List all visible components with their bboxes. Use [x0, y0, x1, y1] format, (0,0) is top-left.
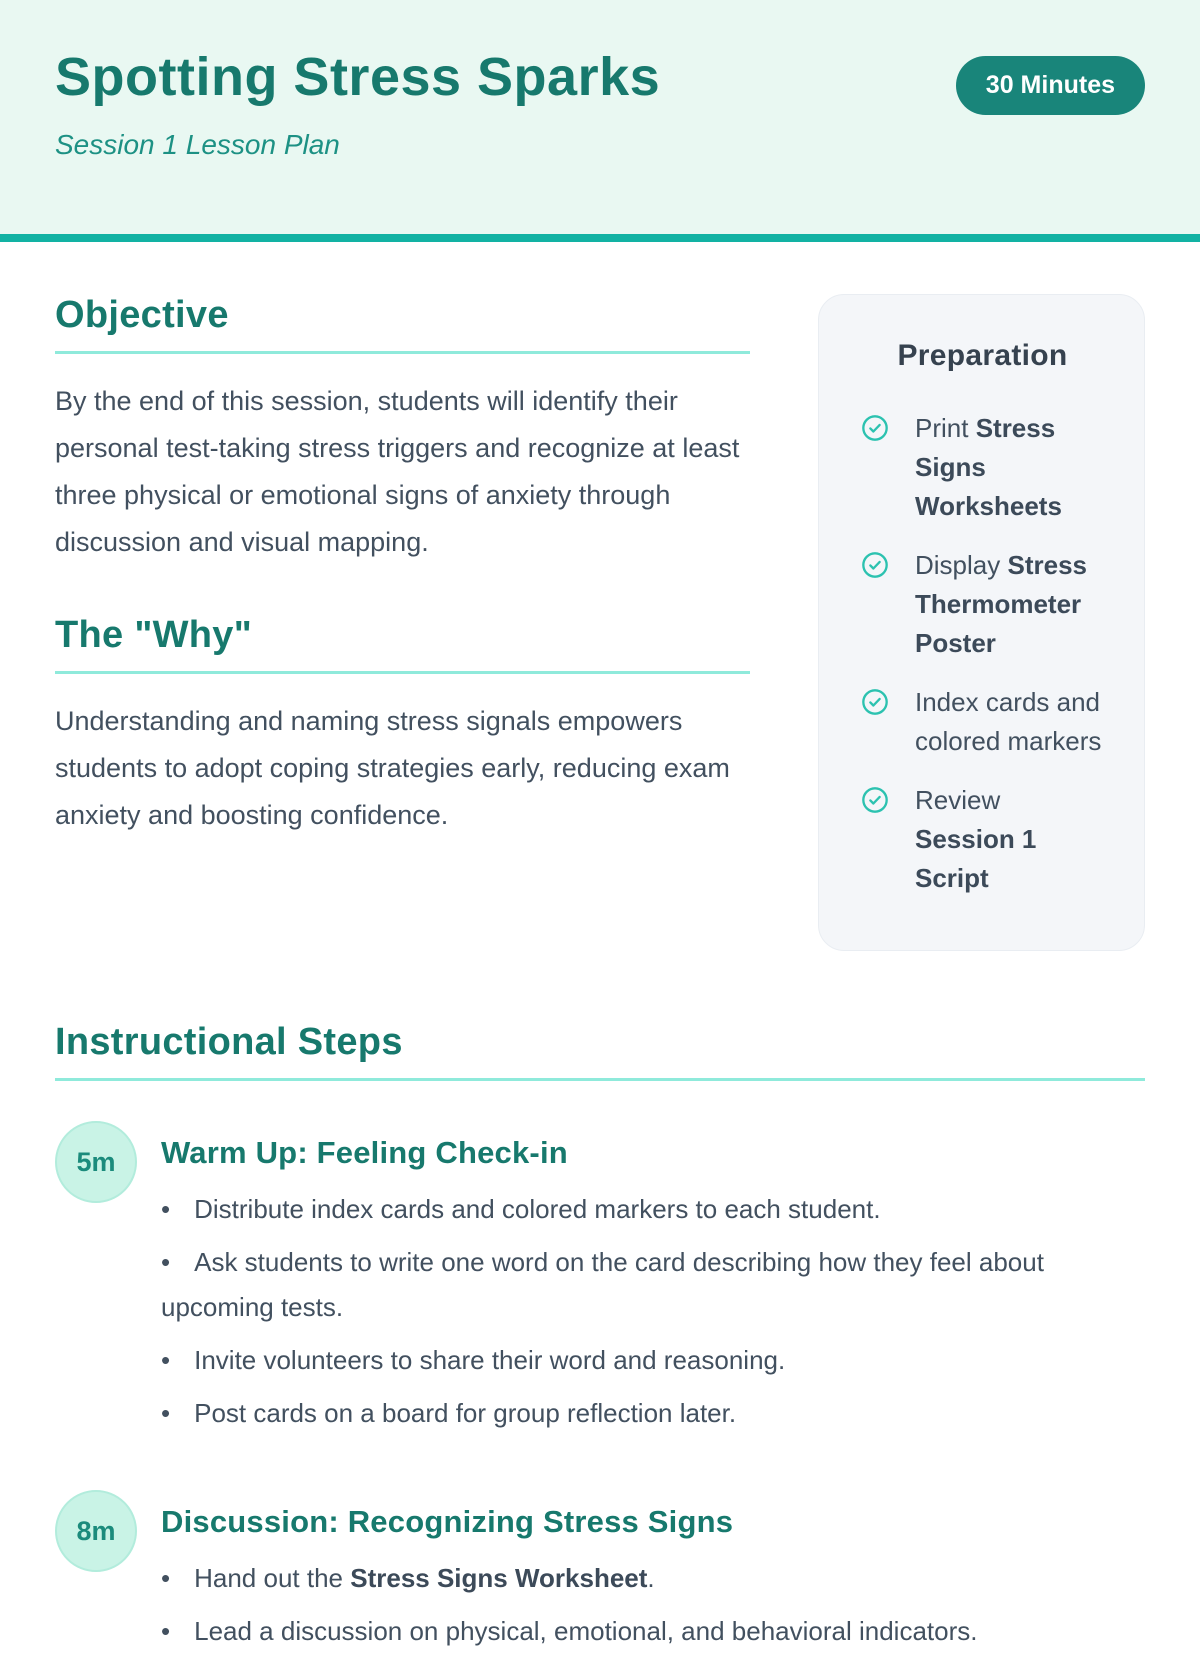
page-title: Spotting Stress Sparks: [55, 47, 661, 107]
steps-heading: Instructional Steps: [55, 1021, 1145, 1081]
step-bullet: • Distribute index cards and colored markers to each student.: [161, 1187, 1145, 1232]
check-circle-icon: [861, 688, 889, 716]
preparation-item: [861, 546, 1104, 663]
left-column: [55, 294, 750, 839]
preparation-item-text: Display Stress Thermometer Poster: [915, 550, 1087, 658]
step-title: Discussion: Recognizing Stress Signs: [161, 1504, 734, 1539]
check-circle-icon: [861, 551, 889, 579]
step-duration-badge: 5m: [55, 1121, 137, 1203]
step-bullet: • Post cards on a board for group reflection later.: [161, 1391, 1145, 1436]
preparation-item-text: Index cards and colored markers: [915, 687, 1102, 756]
check-circle-icon: [861, 786, 889, 814]
objective-body: By the end of this session, students will identify their personal test-taking stress triggers and recognize at least three physical or emotional signs of anxiety through discussion and visual mapping.: [55, 386, 740, 557]
step-item: [55, 1490, 1145, 1654]
step-bullet: • Invite volunteers to share their word and reasoning.: [161, 1338, 1145, 1383]
step-bullet: • Ask students to write one word on the card describing how they feel about upcoming tests.: [161, 1240, 1145, 1330]
preparation-card: [818, 294, 1145, 951]
preparation-item-text: Print Stress Signs Worksheets: [915, 413, 1062, 521]
preparation-heading: Preparation: [897, 339, 1068, 372]
step-bullet-list: [161, 1556, 1145, 1654]
why-heading: The "Why": [55, 614, 750, 674]
step-title: Warm Up: Feeling Check-in: [161, 1135, 568, 1170]
objective-heading: Objective: [55, 294, 750, 354]
header-divider: [0, 234, 1200, 242]
preparation-item: [861, 409, 1104, 526]
step-bullet-list: [161, 1187, 1145, 1436]
page-subtitle: Session 1 Lesson Plan: [55, 129, 340, 161]
step-bullet: • Lead a discussion on physical, emotional, and behavioral indicators.: [161, 1609, 1145, 1654]
content-row: [55, 294, 1145, 951]
steps-list: [55, 1121, 1145, 1654]
step-body: [161, 1490, 1145, 1654]
preparation-item: [861, 683, 1104, 761]
instructional-steps-section: [55, 1021, 1145, 1654]
preparation-list: [861, 409, 1104, 898]
preparation-item: [861, 781, 1104, 898]
why-section: [55, 614, 750, 839]
step-body: [161, 1121, 1145, 1436]
duration-badge: 30 Minutes: [956, 56, 1145, 115]
main-content: [0, 242, 1200, 1654]
step-bullet: • Hand out the Stress Signs Worksheet.: [161, 1556, 1145, 1601]
page-header: [0, 0, 1200, 234]
preparation-item-text: Review Session 1 Script: [915, 785, 1037, 893]
step-item: [55, 1121, 1145, 1436]
step-duration-badge: 8m: [55, 1490, 137, 1572]
check-circle-icon: [861, 414, 889, 442]
header-text-block: [55, 48, 660, 161]
objective-section: [55, 294, 750, 566]
why-body: Understanding and naming stress signals empowers students to adopt coping strategies early, reducing exam anxiety and boosting confidence.: [55, 706, 730, 830]
